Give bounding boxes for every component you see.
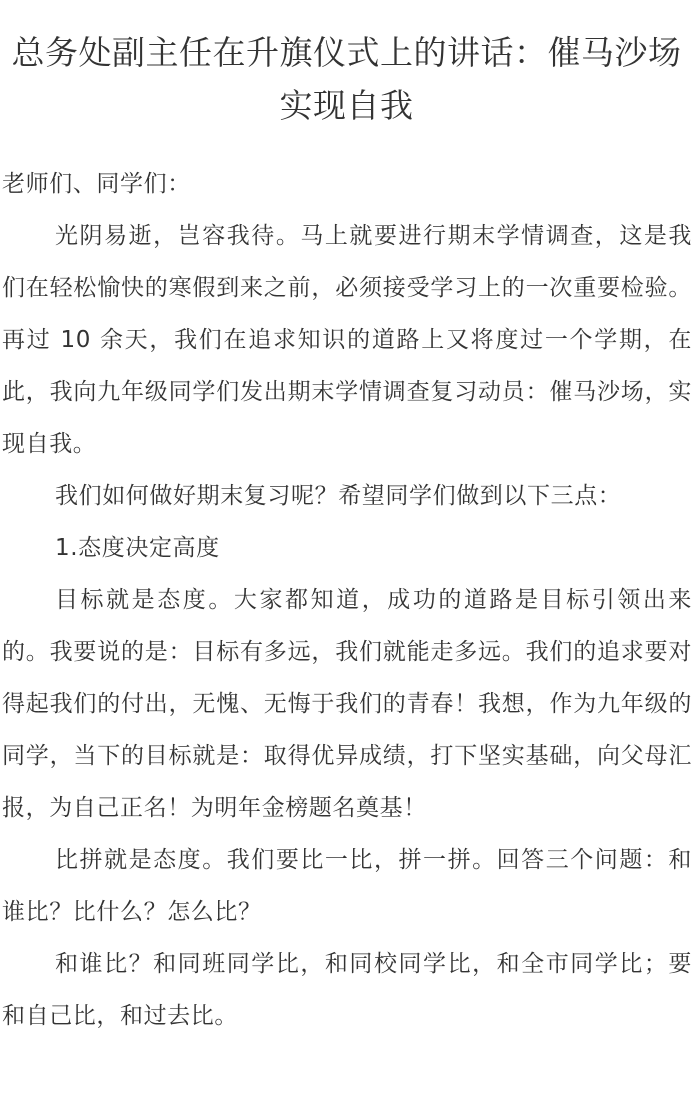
section-heading-1: 1.态度决定高度	[55, 535, 220, 561]
article-title: 总务处副主任在升旗仪式上的讲话：催马沙场实现自我	[11, 33, 682, 125]
greeting: 老师们、同学们：	[2, 171, 191, 197]
paragraph-intro: 光阴易逝，岂容我待。马上就要进行期末学情调查，这是我们在轻松愉快的寒假到来之前，必须接受学习上的一次重要检验。再过 10 余天，我们在追求知识的道路上又将度过一个学期，在此，我向九年级同学们发出期末学情调查复习动员：催马沙场，实现自我。	[2, 223, 692, 457]
paragraph-question: 我们如何做好期末复习呢？希望同学们做到以下三点：	[55, 483, 622, 509]
article-body	[2, 158, 692, 1042]
paragraph-compare-who: 和谁比？和同班同学比，和同校同学比，和全市同学比；要和自己比，和过去比。	[2, 951, 692, 1029]
paragraph-goal: 目标就是态度。大家都知道，成功的道路是目标引领出来的。我要说的是：目标有多远，我们就能走多远。我们的追求要对得起我们的付出，无愧、无悔于我们的青春！我想，作为九年级的同学，当下的目标就是：取得优异成绩，打下坚实基础，向父母汇报，为自己正名！为明年金榜题名奠基！	[2, 587, 692, 821]
paragraph-competition: 比拼就是态度。我们要比一比，拼一拼。回答三个问题：和谁比？比什么？怎么比？	[2, 847, 692, 925]
